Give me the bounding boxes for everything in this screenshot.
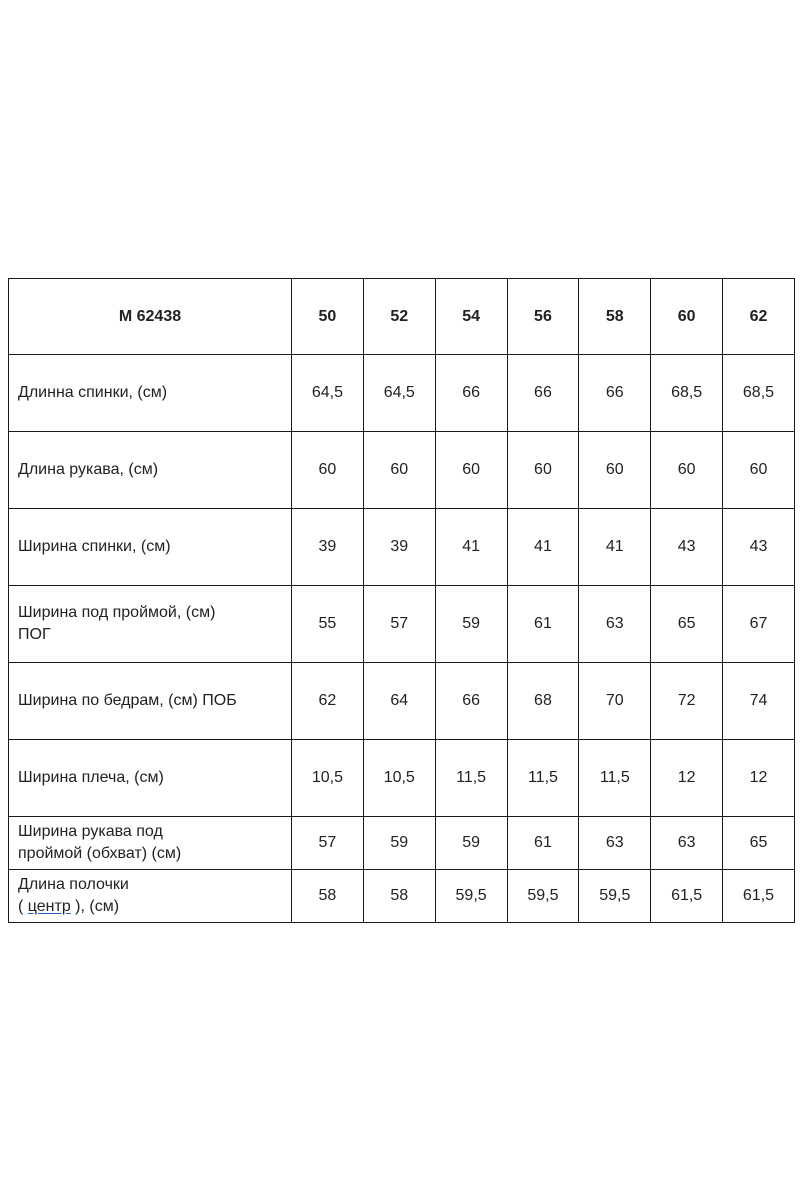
measurement-label	[9, 817, 292, 870]
measurement-value: 57	[292, 817, 364, 870]
measurement-row	[9, 509, 795, 586]
measurement-value: 58	[363, 870, 435, 923]
measurement-label	[9, 663, 292, 740]
measurement-value: 61,5	[723, 870, 795, 923]
measurement-value: 11,5	[435, 740, 507, 817]
measurement-value: 66	[579, 355, 651, 432]
measurement-value: 68,5	[651, 355, 723, 432]
measurement-label-line: Длинна спинки, (см)	[18, 384, 168, 401]
measurement-value: 60	[507, 432, 579, 509]
measurement-value: 63	[651, 817, 723, 870]
measurement-value: 41	[435, 509, 507, 586]
measurement-value: 74	[723, 663, 795, 740]
measurement-value: 66	[435, 355, 507, 432]
measurement-label	[9, 509, 292, 586]
size-header-56: 56	[507, 279, 579, 355]
measurement-value: 59,5	[579, 870, 651, 923]
measurement-value: 12	[651, 740, 723, 817]
measurement-value: 66	[507, 355, 579, 432]
measurement-value: 59,5	[435, 870, 507, 923]
measurement-row	[9, 355, 795, 432]
measurement-label-line: Ширина рукава под	[18, 823, 163, 840]
measurement-value: 43	[651, 509, 723, 586]
measurement-row	[9, 586, 795, 663]
measurement-value: 39	[363, 509, 435, 586]
size-header-60: 60	[651, 279, 723, 355]
measurement-label-line: проймой (обхват) (см)	[18, 845, 182, 862]
measurement-value: 72	[651, 663, 723, 740]
measurement-label-line: Ширина по бедрам, (см) ПОБ	[18, 692, 237, 709]
measurement-label-line: ( центр ), (см)	[18, 898, 120, 915]
measurement-value: 10,5	[292, 740, 364, 817]
measurement-value: 68,5	[723, 355, 795, 432]
measurement-value: 57	[363, 586, 435, 663]
measurement-label	[9, 586, 292, 663]
model-number: М 62438	[9, 279, 292, 355]
measurement-value: 11,5	[507, 740, 579, 817]
measurement-value: 60	[579, 432, 651, 509]
size-header-52: 52	[363, 279, 435, 355]
size-header-54: 54	[435, 279, 507, 355]
measurement-value: 70	[579, 663, 651, 740]
measurement-value: 41	[579, 509, 651, 586]
measurement-row	[9, 817, 795, 870]
measurement-value: 61	[507, 817, 579, 870]
size-header-50: 50	[292, 279, 364, 355]
measurement-value: 59	[435, 586, 507, 663]
measurement-value: 65	[651, 586, 723, 663]
measurement-value: 67	[723, 586, 795, 663]
measurement-label	[9, 355, 292, 432]
measurement-value: 59	[435, 817, 507, 870]
measurement-value: 60	[723, 432, 795, 509]
measurement-value: 39	[292, 509, 364, 586]
measurement-label-line: ПОГ	[18, 626, 51, 643]
measurement-value: 60	[292, 432, 364, 509]
measurement-value: 55	[292, 586, 364, 663]
measurement-value: 58	[292, 870, 364, 923]
measurement-value: 12	[723, 740, 795, 817]
measurement-label-line: Ширина плеча, (см)	[18, 769, 164, 786]
measurement-value: 60	[363, 432, 435, 509]
measurement-value: 10,5	[363, 740, 435, 817]
measurement-row	[9, 432, 795, 509]
measurement-value: 41	[507, 509, 579, 586]
measurement-value: 61,5	[651, 870, 723, 923]
measurement-value: 64	[363, 663, 435, 740]
measurement-label	[9, 740, 292, 817]
measurement-value: 60	[435, 432, 507, 509]
measurement-value: 63	[579, 817, 651, 870]
measurement-value: 65	[723, 817, 795, 870]
measurement-label-line: Ширина под проймой, (см)	[18, 604, 216, 621]
measurement-row	[9, 740, 795, 817]
measurement-value: 43	[723, 509, 795, 586]
size-chart-table	[8, 278, 795, 923]
measurement-label-line: Ширина спинки, (см)	[18, 538, 171, 555]
measurement-label	[9, 432, 292, 509]
size-header-58: 58	[579, 279, 651, 355]
measurement-label-line: Длина рукава, (см)	[18, 461, 159, 478]
measurement-value: 66	[435, 663, 507, 740]
underlined-word: центр	[27, 898, 71, 915]
measurement-value: 61	[507, 586, 579, 663]
measurement-label-line: Длина полочки	[18, 876, 129, 893]
measurement-value: 59,5	[507, 870, 579, 923]
measurement-value: 11,5	[579, 740, 651, 817]
measurement-value: 68	[507, 663, 579, 740]
measurement-value: 64,5	[363, 355, 435, 432]
header-row	[9, 279, 795, 355]
measurement-value: 60	[651, 432, 723, 509]
measurement-label	[9, 870, 292, 923]
measurement-row	[9, 663, 795, 740]
size-header-62: 62	[723, 279, 795, 355]
measurement-value: 64,5	[292, 355, 364, 432]
measurement-value: 63	[579, 586, 651, 663]
measurement-value: 59	[363, 817, 435, 870]
measurement-row	[9, 870, 795, 923]
measurement-value: 62	[292, 663, 364, 740]
